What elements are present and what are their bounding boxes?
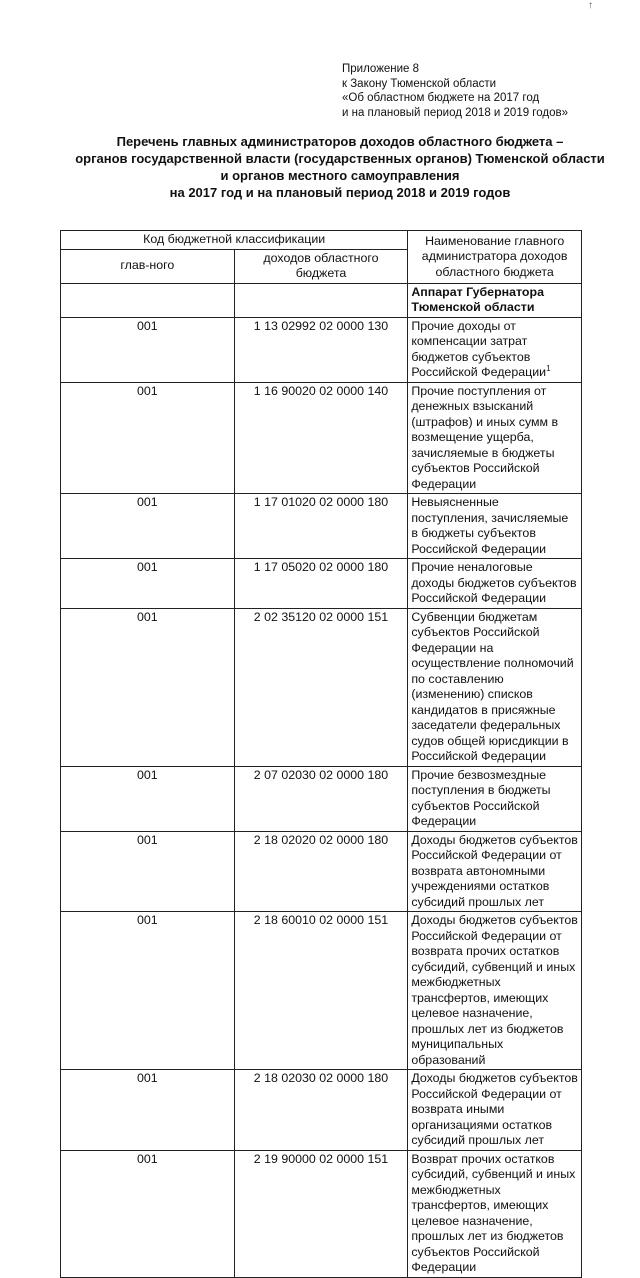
admin-code-cell: 001 (61, 1070, 235, 1151)
admin-code-cell: 001 (61, 382, 235, 494)
title-line: и органов местного самоуправления (220, 168, 460, 183)
revenue-code-cell: 2 02 35120 02 0000 151 (234, 608, 408, 766)
revenue-code-cell: 2 18 60010 02 0000 151 (234, 912, 408, 1070)
appendix-line: «Об областном бюджете на 2017 год (342, 92, 540, 104)
table-header-row (61, 231, 582, 250)
table-row (61, 559, 582, 609)
revenue-name-text: Доходы бюджетов субъектов Российской Федерации от возврата прочих остатков субсидий, субвенций и иных межбюджетных трансфертов, имеющих целевое назначение, прошлых лет из бюджетов муниципальных образований (411, 913, 578, 1067)
admin-code-cell: 001 (61, 912, 235, 1070)
revenue-name-cell (408, 766, 582, 831)
revenue-name-text: Прочие доходы от компенсации затрат бюджетов субъектов Российской Федерации (411, 318, 547, 379)
header-revenue-code: доходов областного бюджета (234, 249, 408, 283)
document-title (40, 133, 640, 201)
table-row (61, 494, 582, 559)
revenue-name-cell (408, 494, 582, 559)
revenue-name-text: Субвенции бюджетам субъектов Российской Федерации на осуществление полномочий по составлению (изменению) списков кандидатов в присяжные заседатели федеральных судов общей юрисдикции в Российской Федерации (411, 609, 574, 763)
revenue-code-cell: 1 13 02992 02 0000 130 (234, 317, 408, 382)
revenue-name-text: Возврат прочих остатков субсидий, субвенций и иных межбюджетных трансфертов, имеющих целевое назначение, прошлых лет из бюджетов субъектов Российской Федерации (411, 1151, 576, 1274)
header-main-admin-code: глав-ного (61, 249, 235, 283)
section-title: Аппарат Губернатора Тюменской области (408, 283, 582, 317)
revenue-name-cell (408, 559, 582, 609)
table-row (61, 317, 582, 382)
table-row (61, 608, 582, 766)
appendix-line: и на плановый период 2018 и 2019 годов» (342, 106, 568, 119)
title-line: на 2017 год и на плановый период 2018 и 2019 годов (169, 185, 511, 200)
revenue-name-cell (408, 608, 582, 766)
admin-code-cell: 001 (61, 494, 235, 559)
revenue-code-cell: 2 18 02030 02 0000 180 (234, 1070, 408, 1151)
title-line: органов государственной власти (государственных органов) Тюменской области (75, 151, 605, 166)
admin-code-cell: 001 (61, 559, 235, 609)
revenue-name-text: Доходы бюджетов субъектов Российской Федерации от возврата иными организациями остатков субсидий прошлых лет (411, 1071, 578, 1147)
appendix-note (342, 62, 568, 120)
revenue-code-cell: 1 16 90020 02 0000 140 (234, 382, 408, 494)
revenue-name-cell (408, 1150, 582, 1277)
revenue-name-text: Прочие безвозмездные поступления в бюджеты субъектов Российской Федерации (411, 767, 551, 828)
admin-code-cell: 001 (61, 608, 235, 766)
table-row (61, 382, 582, 494)
administrators-table (60, 230, 582, 1278)
table-row (61, 1150, 582, 1277)
table-row (61, 912, 582, 1070)
table-row (61, 766, 582, 831)
revenue-name-cell (408, 831, 582, 912)
appendix-line: Приложение 8 (342, 63, 420, 75)
revenue-name-text: Невыясненные поступления, зачисляемые в бюджеты субъектов Российской Федерации (411, 495, 569, 556)
admin-code-cell: 001 (61, 317, 235, 382)
table-row (61, 1070, 582, 1151)
footnote-marker: 1 (546, 363, 551, 373)
table-row (61, 831, 582, 912)
appendix-line: к Закону Тюменской области (342, 77, 497, 90)
header-administrator-name: Наименование главного администратора доходов областного бюджета (408, 231, 582, 284)
revenue-name-cell (408, 382, 582, 494)
revenue-code-cell: 1 17 01020 02 0000 180 (234, 494, 408, 559)
section-row (61, 283, 582, 317)
revenue-name-cell (408, 912, 582, 1070)
revenue-name-text: Доходы бюджетов субъектов Российской Федерации от возврата автономными учреждениями остатков субсидий прошлых лет (411, 832, 578, 909)
revenue-name-text: Прочие неналоговые доходы бюджетов субъектов Российской Федерации (411, 560, 577, 605)
page-corner-mark: ↑ (588, 0, 593, 11)
admin-code-cell: 001 (61, 766, 235, 831)
revenue-name-cell (408, 1070, 582, 1151)
revenue-code-cell: 2 19 90000 02 0000 151 (234, 1150, 408, 1277)
revenue-code-cell: 2 18 02020 02 0000 180 (234, 831, 408, 912)
header-budget-classification: Код бюджетной классификации (61, 231, 408, 250)
admin-code-cell: 001 (61, 831, 235, 912)
title-line: Перечень главных администраторов доходов областного бюджета – (116, 134, 564, 149)
revenue-name-cell (408, 317, 582, 382)
admin-code-cell: 001 (61, 1150, 235, 1277)
revenue-code-cell: 2 07 02030 02 0000 180 (234, 766, 408, 831)
revenue-code-cell: 1 17 05020 02 0000 180 (234, 559, 408, 609)
revenue-name-text: Прочие поступления от денежных взысканий (штрафов) и иных сумм в возмещение ущерба, зачисляемые в бюджеты субъектов Российской Федерации (411, 383, 559, 491)
